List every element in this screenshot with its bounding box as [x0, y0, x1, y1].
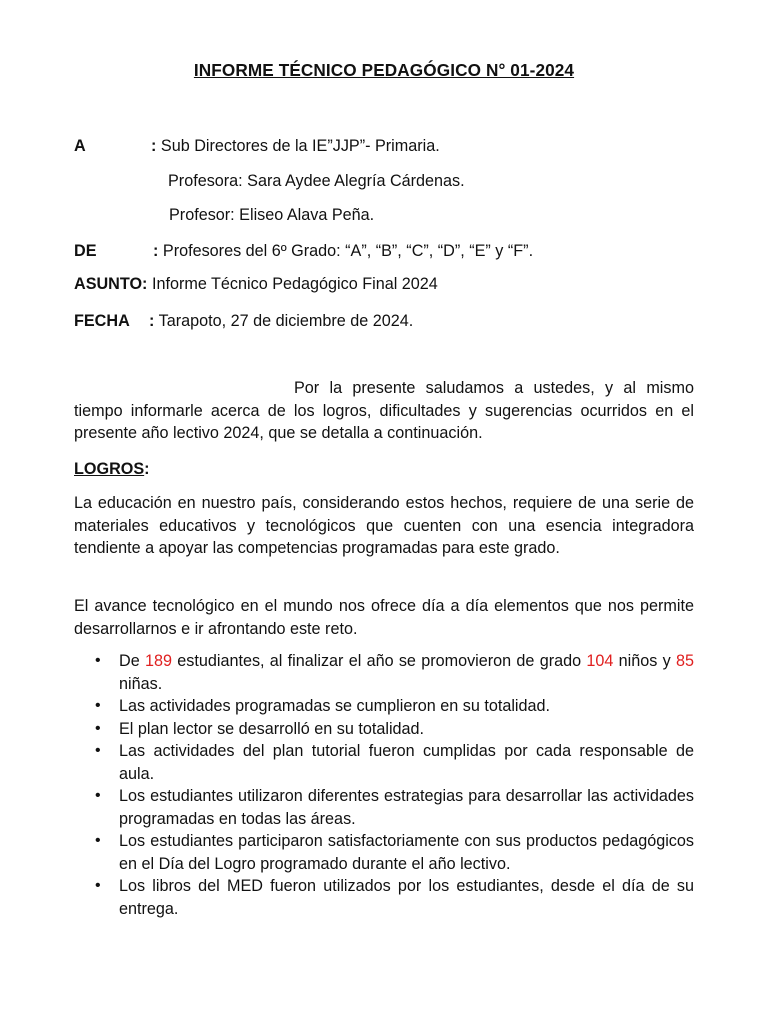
bullet-text: Los libros del MED fueron utilizados por los estudiantes, desde el día de su entrega.: [119, 877, 694, 918]
date-label: FECHA: [74, 312, 130, 330]
recipient-line-1: Sub Directores de la IE”JJP”- Primaria.: [160, 137, 440, 155]
logros-heading-colon: :: [144, 460, 150, 478]
bullet-text: niñas.: [119, 674, 163, 693]
list-item: [74, 875, 694, 920]
bullet-icon: •: [95, 787, 101, 804]
date-value: Tarapoto, 27 de diciembre de 2024.: [158, 312, 414, 330]
total-students-value: 189: [144, 652, 172, 670]
girls-count-value: 85: [675, 652, 694, 670]
list-item: [74, 740, 694, 785]
list-item: [74, 718, 694, 741]
bullet-icon: •: [95, 832, 101, 849]
subject-row: [74, 273, 438, 296]
recipient-label: A: [74, 137, 86, 155]
paragraph-1: La educación en nuestro país, considerando estos hechos, requiere de una serie de materiales educativos y tecnológicos que cuenten con una esencia integradora tendiente a apoyar las competencias programadas para este grado.: [74, 494, 694, 557]
bullet-icon: •: [95, 877, 101, 894]
bullet-icon: •: [95, 719, 101, 737]
list-item: [74, 830, 694, 875]
sender-label: DE: [74, 242, 97, 260]
logros-heading: [74, 458, 150, 481]
sender-row: [74, 240, 533, 263]
bullet-text: Los estudiantes participaron satisfactoriamente con sus productos pedagógicos en el Día del Logro programado durante el año lectivo.: [119, 832, 694, 873]
logros-heading-text: LOGROS: [74, 460, 145, 478]
recipient-colon: :: [151, 137, 157, 155]
recipient-line-2: Profesora: Sara Aydee Alegría Cárdenas.: [168, 172, 465, 190]
bullet-icon: •: [95, 742, 101, 759]
sender-value: Profesores del 6º Grado: “A”, “B”, “C”, “D”, “E” y “F”.: [162, 242, 534, 260]
bullet-text: De: [119, 652, 145, 670]
intro-paragraph: [74, 377, 694, 445]
subject-value: Informe Técnico Pedagógico Final 2024: [151, 275, 438, 293]
bullet-icon: •: [95, 697, 101, 714]
sender-colon: :: [153, 242, 159, 260]
recipient-line-3: Profesor: Eliseo Alava Peña.: [169, 206, 375, 224]
intro-text: Por la presente saludamos a ustedes, y al mismo tiempo informarle acerca de los logros, dificultades y sugerencias ocurridos en el presente año lectivo 2024, que se detalla a continuación.: [74, 379, 694, 442]
bullet-text: Las actividades programadas se cumplieron en su totalidad.: [119, 697, 551, 715]
bullet-text: Las actividades del plan tutorial fueron cumplidas por cada responsable de aula.: [119, 742, 694, 783]
paragraph-2: El avance tecnológico en el mundo nos ofrece día a día elementos que nos permite desarrollarnos e ir afrontando este reto.: [74, 597, 694, 638]
bullet-text: El plan lector se desarrolló en su totalidad.: [119, 719, 425, 738]
achievements-list: [74, 650, 694, 920]
list-item: [74, 650, 694, 695]
subject-label: ASUNTO:: [74, 275, 148, 293]
boys-count-value: 104: [586, 652, 614, 670]
date-row: [74, 310, 413, 333]
bullet-text: estudiantes, al finalizar el año se promovieron de grado: [171, 652, 587, 670]
list-item: [74, 785, 694, 830]
list-item: [74, 695, 694, 718]
date-colon: :: [149, 312, 155, 330]
bullet-text: Los estudiantes utilizaron diferentes estrategias para desarrollar las actividades programadas en todas las áreas.: [119, 787, 694, 828]
bullet-icon: •: [95, 652, 101, 669]
document-title: INFORME TÉCNICO PEDAGÓGICO N° 01-2024: [193, 60, 575, 80]
recipient-row: [74, 135, 440, 158]
bullet-text: niños y: [613, 652, 676, 670]
